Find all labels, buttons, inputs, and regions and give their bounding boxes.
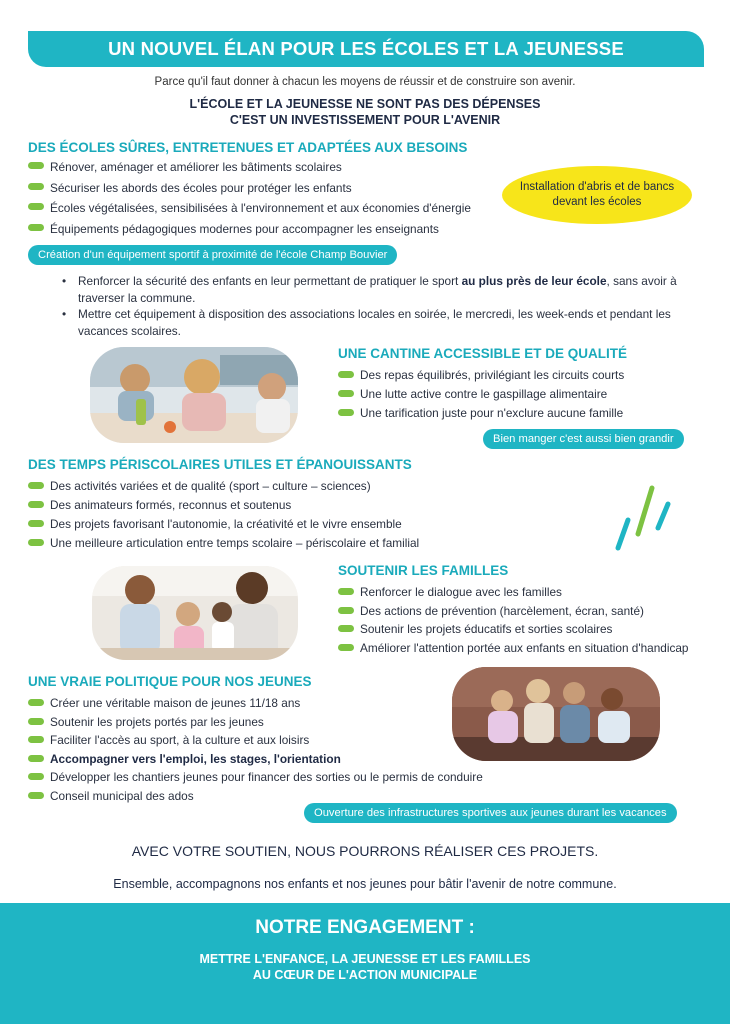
- list-item: Équipements pédagogiques modernes pour accompagner les enseignants: [28, 219, 471, 240]
- list-item: Des activités variées et de qualité (sport – culture – sciences): [28, 477, 419, 496]
- list-item: Une tarification juste pour n'exclure aucune famille: [338, 404, 624, 423]
- list-item: • Mettre cet équipement à disposition des associations locales en soirée, le mercredi, les week-ends et pendant les vacances scolaires.: [62, 306, 682, 339]
- youth-pill: Ouverture des infrastructures sportives aux jeunes durant les vacances: [304, 803, 677, 823]
- footer-banner: [0, 903, 730, 1024]
- families-list: [338, 583, 688, 657]
- highlight-shelters: [502, 166, 692, 224]
- schools-list: [28, 157, 471, 239]
- closing-line-2: Ensemble, accompagnons nos enfants et nos jeunes pour bâtir l'avenir de notre commune.: [113, 877, 617, 891]
- list-item: Renforcer le dialogue avec les familles: [338, 583, 688, 602]
- page-title: UN NOUVEL ÉLAN POUR LES ÉCOLES ET LA JEUNESSE: [108, 38, 624, 59]
- families-photo: [92, 566, 298, 660]
- list-item: Des repas équilibrés, privilégiant les circuits courts: [338, 366, 624, 385]
- list-item: Des actions de prévention (harcèlement, écran, santé): [338, 602, 688, 621]
- slogan-line-1: L'ÉCOLE ET LA JEUNESSE NE SONT PAS DES DÉPENSES: [189, 97, 541, 111]
- footer-line-1: METTRE L'ENFANCE, LA JEUNESSE ET LES FAMILLES: [199, 952, 531, 966]
- highlight-line-1: Installation d'abris et de bancs: [519, 181, 675, 193]
- list-item: • Renforcer la sécurité des enfants en leur permettant de pratiquer le sport au plus près de leur école, sans avoir à traverser la commune.: [62, 273, 682, 306]
- list-item: Écoles végétalisées, sensibilisées à l'environnement et aux économies d'énergie: [28, 198, 471, 219]
- list-item: Conseil municipal des ados: [28, 787, 483, 806]
- footer-line-2: AU CŒUR DE L'ACTION MUNICIPALE: [252, 968, 478, 982]
- closing-line-1: AVEC VOTRE SOUTIEN, NOUS POURRONS RÉALISER CES PROJETS.: [131, 843, 599, 859]
- list-item: Une meilleure articulation entre temps scolaire – périscolaire et familial: [28, 534, 419, 553]
- slogan: [0, 96, 730, 128]
- periscolaire-title: DES TEMPS PÉRISCOLAIRES UTILES ET ÉPANOUISSANTS: [28, 457, 412, 472]
- list-item: Une lutte active contre le gaspillage alimentaire: [338, 385, 624, 404]
- intro-text: Parce qu'il faut donner à chacun les moyens de réussir et de construire son avenir.: [154, 76, 576, 88]
- list-item: Rénover, aménager et améliorer les bâtiments scolaires: [28, 157, 471, 178]
- schools-title: DES ÉCOLES SÛRES, ENTRETENUES ET ADAPTÉES AUX BESOINS: [28, 140, 468, 155]
- youth-title: UNE VRAIE POLITIQUE POUR NOS JEUNES: [28, 674, 312, 689]
- slogan-line-2: C'EST UN INVESTISSEMENT POUR L'AVENIR: [229, 113, 501, 127]
- canteen-pill: Bien manger c'est aussi bien grandir: [483, 429, 684, 449]
- sport-equipment-pill: Création d'un équipement sportif à proximité de l'école Champ Bouvier: [28, 245, 397, 265]
- canteen-title: UNE CANTINE ACCESSIBLE ET DE QUALITÉ: [338, 346, 628, 361]
- list-item: Des projets favorisant l'autonomie, la créativité et le vivre ensemble: [28, 515, 419, 534]
- decorative-strokes-icon: [610, 484, 674, 554]
- canteen-list: [338, 366, 624, 423]
- youth-photo: [452, 667, 660, 761]
- list-item: Accompagner vers l'emploi, les stages, l'orientation: [28, 750, 483, 769]
- list-item: Créer une véritable maison de jeunes 11/18 ans: [28, 694, 483, 713]
- periscolaire-list: [28, 477, 419, 553]
- sport-list: [62, 273, 682, 339]
- list-item: Sécuriser les abords des écoles pour protéger les enfants: [28, 178, 471, 199]
- families-title: SOUTENIR LES FAMILLES: [338, 563, 509, 578]
- page-title-banner: [28, 31, 704, 67]
- footer-title: NOTRE ENGAGEMENT :: [255, 917, 475, 938]
- list-item: Soutenir les projets portés par les jeunes: [28, 713, 483, 732]
- highlight-line-2: devant les écoles: [552, 196, 642, 208]
- youth-list: [28, 694, 483, 806]
- canteen-photo: [90, 347, 298, 443]
- list-item: Faciliter l'accès au sport, à la culture et aux loisirs: [28, 731, 483, 750]
- list-item: Améliorer l'attention portée aux enfants en situation d'handicap: [338, 639, 688, 658]
- list-item: Des animateurs formés, reconnus et soutenus: [28, 496, 419, 515]
- list-item: Soutenir les projets éducatifs et sorties scolaires: [338, 620, 688, 639]
- list-item: Développer les chantiers jeunes pour financer des sorties ou le permis de conduire: [28, 768, 483, 787]
